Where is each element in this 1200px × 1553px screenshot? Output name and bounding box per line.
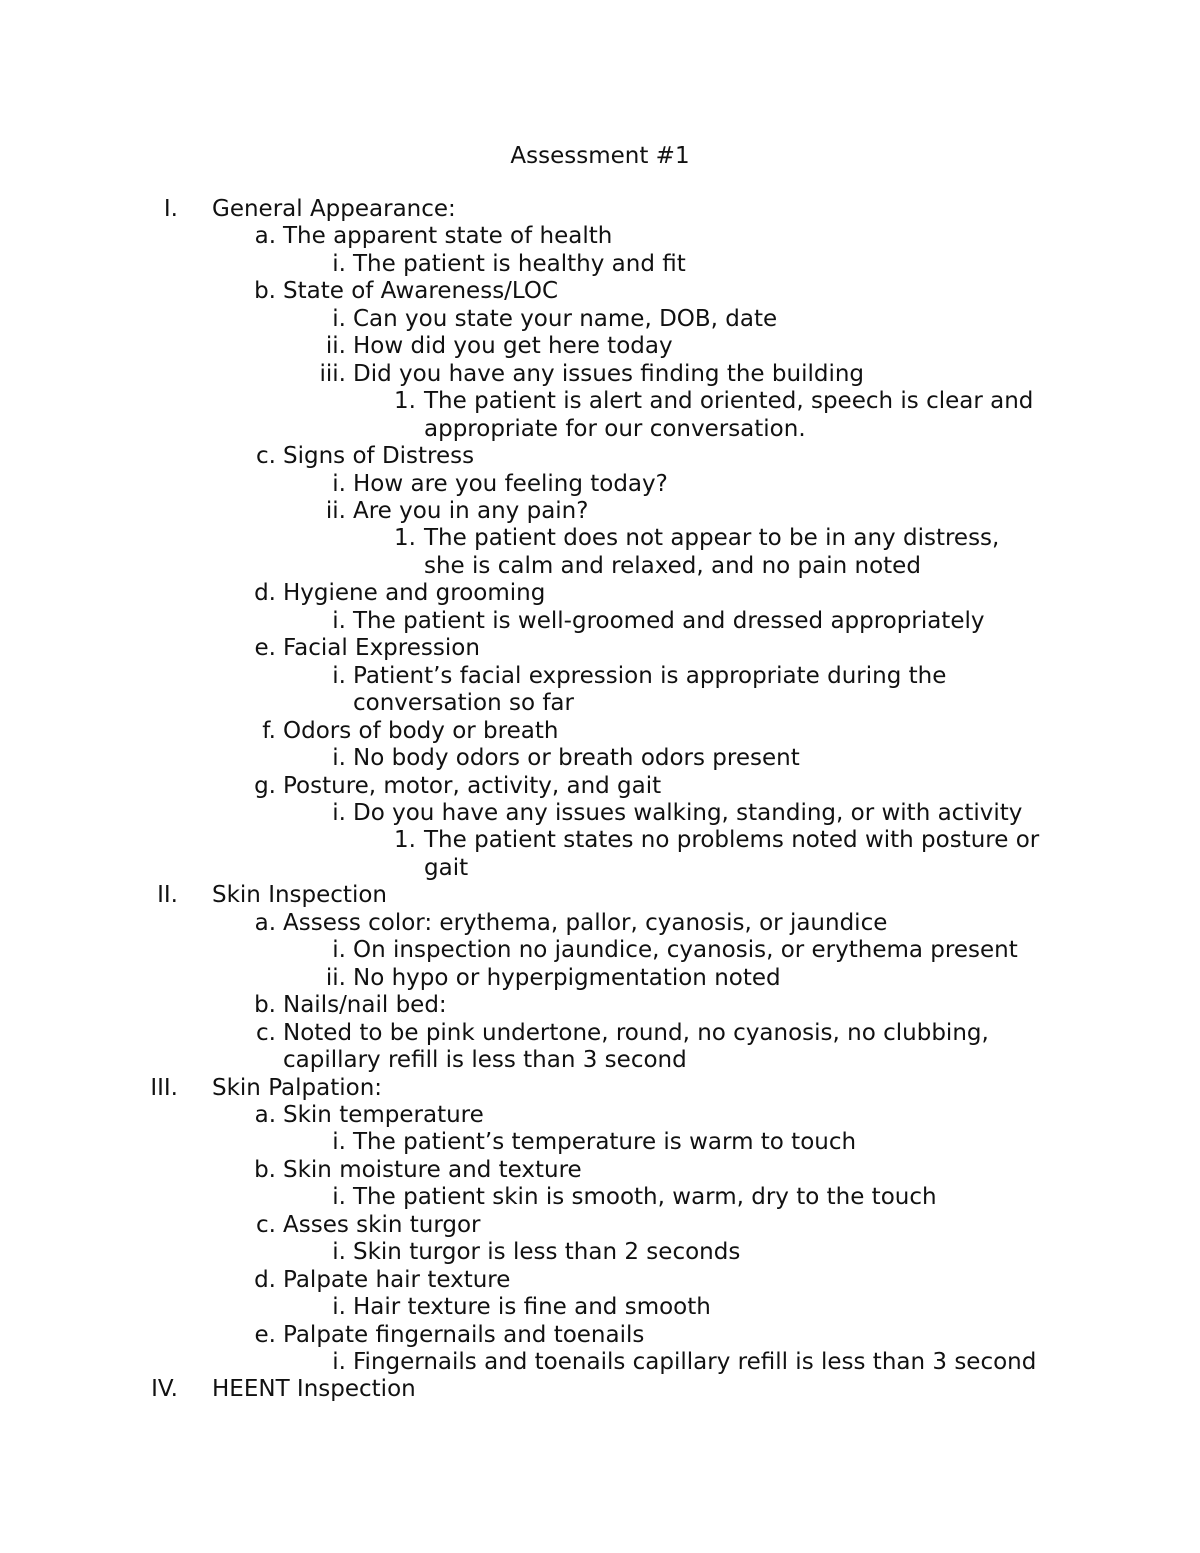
- outline-text: How are you feeling today?: [353, 470, 668, 497]
- outline-text: On inspection no jaundice, cyanosis, or erythema present: [353, 937, 1018, 964]
- outline-marker: I.: [163, 196, 178, 222]
- outline-text: The patient is well-groomed and dressed appropriately: [353, 607, 985, 634]
- outline-text: Are you in any pain?: [353, 497, 589, 524]
- outline-marker: d.: [254, 580, 276, 607]
- outline-text: The patient’s temperature is warm to touch: [353, 1129, 857, 1156]
- outline-item-level-1: [0, 882, 1200, 909]
- outline-marker: i.: [332, 470, 346, 497]
- outline-marker: g.: [254, 772, 276, 799]
- outline-marker: i.: [332, 745, 346, 772]
- outline-text: Nails/nail bed:: [283, 992, 447, 1019]
- outline-text: Patient’s facial expression is appropriate during the: [353, 662, 947, 689]
- outline-item-level-4: [0, 525, 1200, 552]
- outline-item-level-3: [0, 361, 1200, 388]
- outline-text: Asses skin turgor: [283, 1211, 481, 1238]
- outline-item-level-4: [0, 388, 1200, 415]
- outline-item-level-2: [0, 223, 1200, 250]
- outline-marker: i.: [332, 1239, 346, 1266]
- outline-text: The patient is healthy and fit: [353, 250, 686, 277]
- outline-marker: c.: [256, 443, 276, 470]
- outline-item-level-3: [0, 690, 1200, 717]
- outline-item-level-3: [0, 251, 1200, 278]
- outline-item-level-3: [0, 471, 1200, 498]
- outline-text: Noted to be pink undertone, round, no cyanosis, no clubbing,: [283, 1019, 989, 1046]
- outline-item-level-3: [0, 745, 1200, 772]
- outline-text: No hypo or hyperpigmentation noted: [353, 964, 781, 991]
- outline-text: Facial Expression: [283, 635, 480, 662]
- outline-marker: i.: [332, 1184, 346, 1211]
- outline-marker: i.: [332, 1129, 346, 1156]
- outline-item-level-2: [0, 1267, 1200, 1294]
- outline-marker: iii.: [319, 360, 346, 387]
- outline-text: Signs of Distress: [283, 443, 475, 470]
- outline-text: Hygiene and grooming: [283, 580, 546, 607]
- document-title: Assessment #1: [510, 143, 690, 169]
- outline-item-level-3: [0, 608, 1200, 635]
- outline-marker: a.: [254, 909, 276, 936]
- outline-item-level-2: [0, 718, 1200, 745]
- outline-marker: b.: [254, 278, 276, 305]
- outline-text: Hair texture is fine and smooth: [353, 1294, 711, 1321]
- outline-item-level-3: [0, 1294, 1200, 1321]
- outline-marker: 1.: [394, 388, 416, 415]
- outline-item-level-2: [0, 278, 1200, 305]
- outline-text: Do you have any issues walking, standing, or with activity: [353, 799, 1023, 826]
- outline-text: she is calm and relaxed, and no pain noted: [424, 552, 921, 579]
- outline-item-level-2: [0, 1047, 1200, 1074]
- outline-item-level-2: [0, 1102, 1200, 1129]
- outline-item-level-4: [0, 416, 1200, 443]
- outline-marker: e.: [254, 1321, 276, 1348]
- outline-item-level-1: [0, 1075, 1200, 1102]
- outline-text: Can you state your name, DOB, date: [353, 305, 778, 332]
- outline-item-level-1: [0, 1376, 1200, 1403]
- outline-marker: a.: [254, 1101, 276, 1128]
- outline-text: General Appearance:: [212, 196, 456, 222]
- outline-item-level-3: [0, 1129, 1200, 1156]
- outline-item-level-2: [0, 992, 1200, 1019]
- outline-text: Skin Palpation:: [212, 1074, 383, 1101]
- outline-marker: b.: [254, 992, 276, 1019]
- outline-text: capillary refill is less than 3 second: [283, 1047, 687, 1074]
- outline-marker: e.: [254, 635, 276, 662]
- outline-item-level-2: [0, 1157, 1200, 1184]
- outline-text: Skin moisture and texture: [283, 1156, 582, 1183]
- outline-item-level-3: [0, 1349, 1200, 1376]
- outline-marker: IV.: [151, 1376, 178, 1403]
- outline-marker: i.: [332, 662, 346, 689]
- outline-marker: ii.: [325, 964, 346, 991]
- outline-item-level-2: [0, 580, 1200, 607]
- outline-text: Fingernails and toenails capillary refill is less than 3 second: [353, 1349, 1037, 1376]
- outline-text: Odors of body or breath: [283, 717, 559, 744]
- outline-text: Assess color: erythema, pallor, cyanosis, or jaundice: [283, 909, 888, 936]
- outline-item-level-2: [0, 1020, 1200, 1047]
- outline-text: The patient states no problems noted with posture or: [424, 827, 1040, 854]
- outline-text: The patient skin is smooth, warm, dry to the touch: [353, 1184, 937, 1211]
- outline-item-level-1: [0, 196, 1200, 223]
- outline-marker: i.: [332, 799, 346, 826]
- outline-text: Did you have any issues finding the building: [353, 360, 865, 387]
- outline-item-level-4: [0, 553, 1200, 580]
- outline-text: How did you get here today: [353, 333, 673, 360]
- outline-text: HEENT Inspection: [212, 1376, 416, 1403]
- outline-marker: ii.: [325, 497, 346, 524]
- outline-item-level-2: [0, 1322, 1200, 1349]
- outline-text: Skin turgor is less than 2 seconds: [353, 1239, 741, 1266]
- outline-text: The patient is alert and oriented, speech is clear and: [424, 388, 1034, 415]
- outline-marker: i.: [332, 937, 346, 964]
- outline-item-level-4: [0, 855, 1200, 882]
- outline-item-level-2: [0, 635, 1200, 662]
- outline-marker: 1.: [394, 827, 416, 854]
- outline-marker: f.: [262, 717, 276, 744]
- outline-marker: III.: [150, 1074, 178, 1101]
- outline-item-level-2: [0, 910, 1200, 937]
- outline-text: Palpate hair texture: [283, 1266, 511, 1293]
- outline-marker: 1.: [394, 525, 416, 552]
- outline-item-level-3: [0, 663, 1200, 690]
- outline-marker: i.: [332, 305, 346, 332]
- outline-marker: i.: [332, 1349, 346, 1376]
- outline-marker: II.: [157, 882, 178, 909]
- outline-item-level-3: [0, 1184, 1200, 1211]
- outline-marker: c.: [256, 1211, 276, 1238]
- outline-item-level-2: [0, 443, 1200, 470]
- outline-text: State of Awareness/LOC: [283, 278, 559, 305]
- outline-item-level-3: [0, 1239, 1200, 1266]
- outline-text: conversation so far: [353, 690, 574, 717]
- outline-text: Skin Inspection: [212, 882, 387, 909]
- outline-item-level-3: [0, 937, 1200, 964]
- outline-text: Palpate fingernails and toenails: [283, 1321, 645, 1348]
- outline-item-level-4: [0, 827, 1200, 854]
- outline-item-level-3: [0, 498, 1200, 525]
- outline-item-level-3: [0, 965, 1200, 992]
- outline-text: gait: [424, 854, 469, 881]
- assessment-outline: [0, 196, 1200, 1404]
- outline-item-level-3: [0, 306, 1200, 333]
- outline-item-level-3: [0, 333, 1200, 360]
- outline-item-level-2: [0, 773, 1200, 800]
- outline-text: The apparent state of health: [283, 223, 613, 250]
- outline-marker: c.: [256, 1019, 276, 1046]
- outline-text: appropriate for our conversation.: [424, 415, 806, 442]
- outline-marker: i.: [332, 250, 346, 277]
- outline-marker: a.: [254, 223, 276, 250]
- outline-marker: b.: [254, 1156, 276, 1183]
- outline-item-level-3: [0, 800, 1200, 827]
- outline-marker: i.: [332, 1294, 346, 1321]
- outline-text: No body odors or breath odors present: [353, 745, 800, 772]
- outline-marker: ii.: [325, 333, 346, 360]
- outline-text: The patient does not appear to be in any distress,: [424, 525, 1000, 552]
- outline-marker: d.: [254, 1266, 276, 1293]
- outline-text: Skin temperature: [283, 1101, 484, 1128]
- outline-item-level-2: [0, 1212, 1200, 1239]
- outline-text: Posture, motor, activity, and gait: [283, 772, 662, 799]
- outline-marker: i.: [332, 607, 346, 634]
